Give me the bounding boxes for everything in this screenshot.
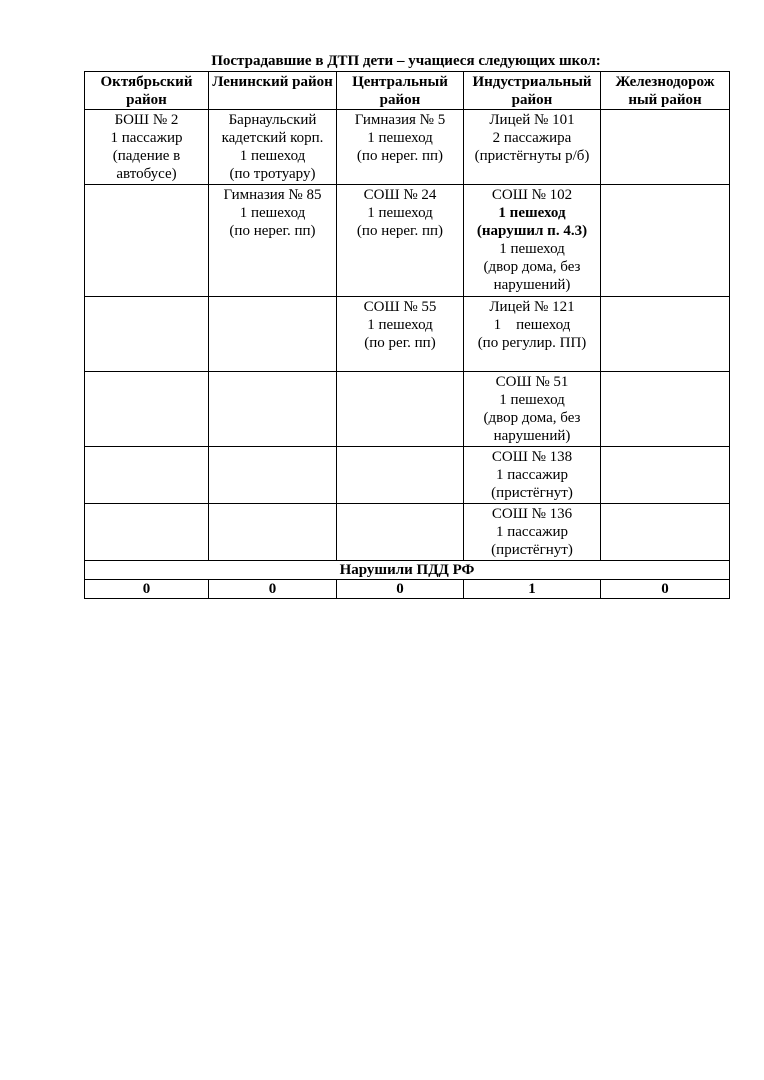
cell-line: (по рег. пп): [364, 335, 436, 351]
cell-line: 1 пешеход: [367, 205, 433, 221]
summary-label-row: [85, 561, 730, 580]
table-cell-empty: [601, 447, 730, 504]
table-row: [85, 504, 730, 561]
table-cell-empty: [85, 185, 209, 297]
table-cell: [464, 504, 601, 561]
cell-line: 1 пешеход: [239, 205, 306, 221]
table-cell-empty: [209, 297, 337, 372]
cell-line: (падение в: [112, 148, 181, 164]
table-cell: [464, 185, 601, 297]
cell-line: (по нерег. пп): [356, 223, 444, 239]
table-cell-empty: [601, 504, 730, 561]
table-cell-empty: [209, 504, 337, 561]
cell-line: БОШ № 2: [114, 112, 179, 128]
cell-line: Лицей № 121: [489, 299, 575, 315]
table-row: [85, 372, 730, 447]
table-cell: [337, 297, 464, 372]
table-cell: [464, 447, 601, 504]
cell-line: Гимназия № 5: [354, 112, 446, 128]
table-cell-empty: [337, 447, 464, 504]
cell-line: 1 пешеход: [239, 148, 306, 164]
table-cell-empty: [601, 372, 730, 447]
table-cell-empty: [601, 185, 730, 297]
table-cell-empty: [209, 372, 337, 447]
cell-line: (пристёгнут): [491, 542, 573, 558]
table-cell-empty: [85, 447, 209, 504]
cell-line: (пристёгнуты р/б): [474, 148, 590, 164]
header-row: [85, 72, 730, 110]
header-leninsky: Ленинский район: [209, 72, 337, 110]
cell-line: (пристёгнут): [491, 485, 573, 501]
cell-line: СОШ № 102: [491, 187, 573, 203]
summary-value-industrialny: 1: [464, 580, 601, 599]
cell-line: кадетский корп.: [221, 130, 324, 146]
table-row: [85, 110, 730, 185]
table-row: [85, 447, 730, 504]
cell-line: нарушений): [493, 277, 571, 293]
cell-line: (двор дома, без: [483, 410, 581, 426]
table-cell: [337, 185, 464, 297]
cell-line: СОШ № 136: [491, 506, 573, 522]
cell-line: 1 пешеход: [367, 130, 433, 146]
table-cell: [85, 110, 209, 185]
table-cell: [464, 372, 601, 447]
cell-line: Гимназия № 85: [223, 187, 322, 203]
summary-value-zheleznodorozhny: 0: [601, 580, 730, 599]
cell-line: (по тротуару): [229, 166, 316, 182]
table-cell-empty: [85, 297, 209, 372]
table-cell-empty: [85, 504, 209, 561]
header-centralny: Центральный район: [337, 72, 464, 110]
summary-value-oktyabrsky: 0: [85, 580, 209, 599]
header-zheleznodorozhny: Железнодорож ный район: [601, 72, 730, 110]
cell-line: 2 пассажира: [492, 130, 572, 146]
cell-line: 1 пешеход: [499, 241, 565, 257]
cell-line: 1 пешеход: [493, 317, 571, 333]
cell-line: (двор дома, без: [483, 259, 581, 275]
table-cell-empty: [337, 504, 464, 561]
table-row: [85, 297, 730, 372]
victims-table: [84, 71, 730, 599]
table-cell: [209, 110, 337, 185]
cell-line-violation: (нарушил п. 4.3): [476, 223, 588, 239]
cell-line: (по нерег. пп): [356, 148, 444, 164]
table-cell-empty: [209, 447, 337, 504]
cell-line: СОШ № 55: [363, 299, 437, 315]
header-oktyabrsky: Октябрьский район: [85, 72, 209, 110]
cell-line: СОШ № 24: [363, 187, 437, 203]
document-title: Пострадавшие в ДТП дети – учащиеся следующих школ:: [211, 53, 601, 69]
cell-line: 1 пассажир: [496, 467, 568, 483]
summary-value-leninsky: 0: [209, 580, 337, 599]
cell-line: СОШ № 138: [491, 449, 573, 465]
table-cell: [464, 297, 601, 372]
table-cell: [337, 110, 464, 185]
cell-line: 1 пешеход: [367, 317, 433, 333]
table-cell-empty: [337, 372, 464, 447]
table-cell-empty: [85, 372, 209, 447]
header-industrialny: Индустриальный район: [464, 72, 601, 110]
cell-line: (по регулир. ПП): [477, 335, 587, 351]
cell-line: СОШ № 51: [495, 374, 569, 390]
summary-value-centralny: 0: [337, 580, 464, 599]
cell-line: (по нерег. пп): [229, 223, 316, 239]
table-cell: [209, 185, 337, 297]
cell-line: Лицей № 101: [489, 112, 575, 128]
summary-values-row: [85, 580, 730, 599]
cell-line: 1 пассажир: [110, 130, 183, 146]
table-cell-empty: [601, 297, 730, 372]
cell-line: автобусе): [116, 166, 177, 182]
cell-line: 1 пассажир: [496, 524, 568, 540]
summary-label: Нарушили ПДД РФ: [85, 561, 730, 580]
table-cell: [464, 110, 601, 185]
cell-line-violation: 1 пешеход: [498, 205, 566, 221]
cell-line: нарушений): [493, 428, 571, 444]
cell-line: 1 пешеход: [499, 392, 565, 408]
table-row: [85, 185, 730, 297]
cell-line: Барнаульский: [228, 112, 317, 128]
table-cell-empty: [601, 110, 730, 185]
